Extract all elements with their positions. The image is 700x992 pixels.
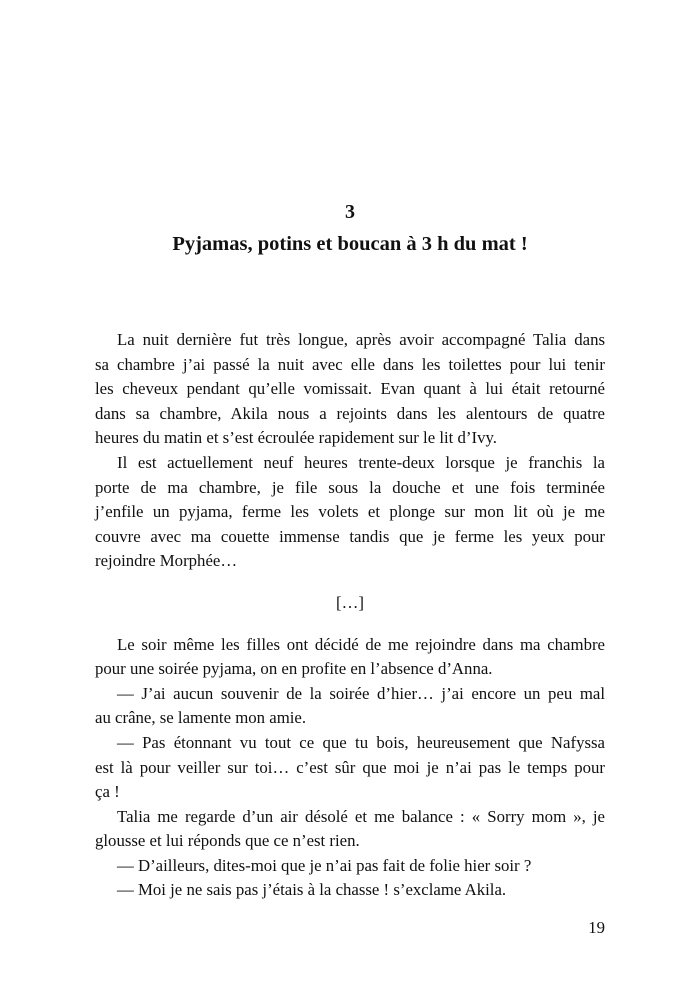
text-line: sa chambre j’ai passé la nuit avec elle dans les toilettes pour lui tenir <box>95 354 605 374</box>
text-line: les cheveux pendant qu’elle vomissait. Evan quant à lui était retourné <box>95 379 605 399</box>
chapter-number: 3 <box>345 201 355 223</box>
text-line: Il est actuellement neuf heures trente-deux lorsque je franchis la <box>117 452 605 472</box>
text-line: porte de ma chambre, je file sous la douche et une fois terminée <box>95 477 605 497</box>
text-line: dans sa chambre, Akila nous a rejoints dans les alentours de quatre <box>95 403 605 423</box>
text-line: couvre avec ma couette immense tandis que je ferme les yeux pour <box>95 526 605 546</box>
dialogue-line: — Pas étonnant vu tout ce que tu bois, heureusement que Nafyssa <box>117 732 605 752</box>
text-line: La nuit dernière fut très longue, après avoir accompagné Talia dans <box>117 330 605 349</box>
text-line: au crâne, se lamente mon amie. <box>95 708 307 728</box>
text-line: ça ! <box>95 782 120 802</box>
text-line: glousse et lui réponds que ce n’est rien. <box>95 831 360 851</box>
text-line: est là pour veiller sur toi… c’est sûr que moi je n’ai pas le temps pour <box>95 757 605 777</box>
chapter-body <box>95 328 605 903</box>
text-line: j’enfile un pyjama, ferme les volets et plonge sur mon lit où je me <box>95 502 605 522</box>
text-line: Le soir même les filles ont décidé de me rejoindre dans ma chambre <box>117 634 605 654</box>
dialogue-line: — D’ailleurs, dites-moi que je n’ai pas fait de folie hier soir ? <box>117 855 532 875</box>
section-separator: […] <box>336 592 364 612</box>
page-number: 19 <box>588 918 605 937</box>
chapter-title: Pyjamas, potins et boucan à 3 h du mat ! <box>172 233 528 255</box>
text-line: heures du matin et s’est écroulée rapidement sur le lit d’Ivy. <box>95 428 497 448</box>
text-line: pour une soirée pyjama, on en profite en l’absence d’Anna. <box>95 659 493 679</box>
text-line: rejoindre Morphée… <box>95 551 238 571</box>
text-line: Talia me regarde d’un air désolé et me balance : « Sorry mom », je <box>117 806 605 826</box>
dialogue-line: — J’ai aucun souvenir de la soirée d’hier… j’ai encore un peu mal <box>117 683 605 703</box>
dialogue-line: — Moi je ne sais pas j’étais à la chasse ! s’exclame Akila. <box>117 880 507 900</box>
